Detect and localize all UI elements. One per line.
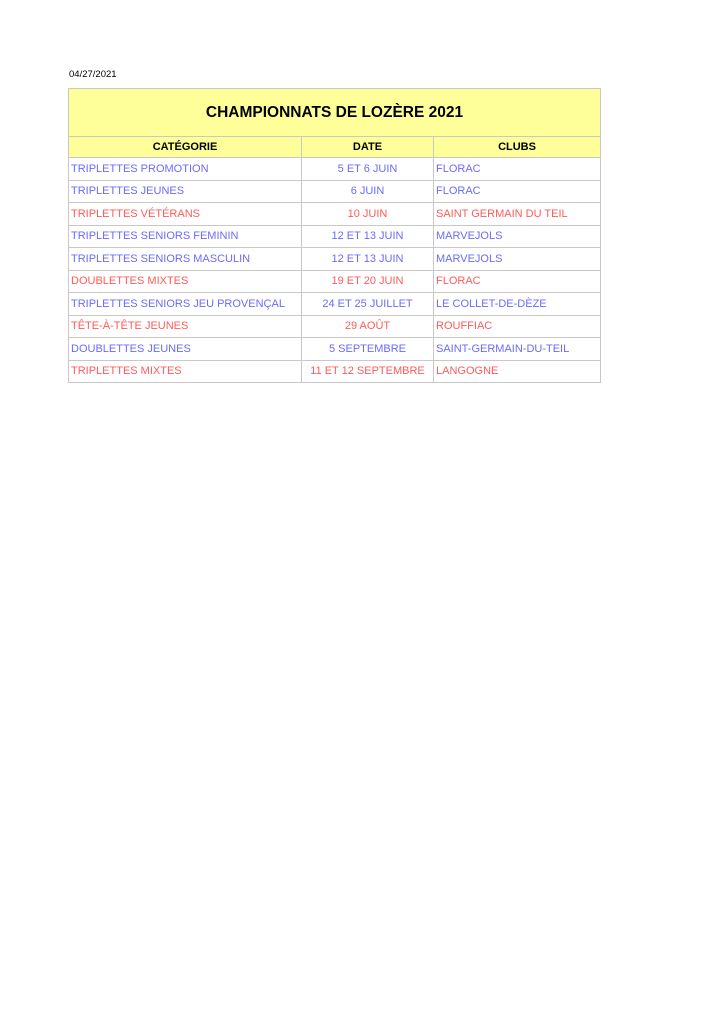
cell-date: 11 ET 12 SEPTEMBRE (302, 360, 434, 383)
table-row (69, 248, 601, 271)
table-row (69, 203, 601, 226)
cell-date: 19 ET 20 JUIN (302, 270, 434, 293)
print-date: 04/27/2021 (69, 69, 117, 80)
championship-table (68, 88, 601, 383)
cell-date: 29 AOÛT (302, 315, 434, 338)
table-row (69, 158, 601, 181)
cell-club: FLORAC (434, 158, 601, 181)
cell-category: TRIPLETTES MIXTES (69, 360, 302, 383)
column-header-category: CATÉGORIE (69, 137, 302, 158)
cell-club: SAINT GERMAIN DU TEIL (434, 203, 601, 226)
table-row (69, 180, 601, 203)
table-row (69, 360, 601, 383)
cell-date: 24 ET 25 JUILLET (302, 293, 434, 316)
cell-club: MARVEJOLS (434, 225, 601, 248)
cell-category: TÊTE-À-TÊTE JEUNES (69, 315, 302, 338)
table-row (69, 225, 601, 248)
cell-club: MARVEJOLS (434, 248, 601, 271)
column-header-clubs: CLUBS (434, 137, 601, 158)
cell-date: 12 ET 13 JUIN (302, 225, 434, 248)
title-row (69, 89, 601, 137)
page-title: CHAMPIONNATS DE LOZÈRE 2021 (69, 89, 601, 137)
cell-category: TRIPLETTES SENIORS FEMININ (69, 225, 302, 248)
cell-club: SAINT-GERMAIN-DU-TEIL (434, 338, 601, 361)
cell-date: 12 ET 13 JUIN (302, 248, 434, 271)
table-row (69, 315, 601, 338)
cell-category: TRIPLETTES SENIORS MASCULIN (69, 248, 302, 271)
cell-date: 10 JUIN (302, 203, 434, 226)
column-header-date: DATE (302, 137, 434, 158)
cell-category: TRIPLETTES PROMOTION (69, 158, 302, 181)
table-row (69, 338, 601, 361)
cell-category: DOUBLETTES JEUNES (69, 338, 302, 361)
cell-date: 5 SEPTEMBRE (302, 338, 434, 361)
cell-club: LE COLLET-DE-DÈZE (434, 293, 601, 316)
cell-club: ROUFFIAC (434, 315, 601, 338)
cell-date: 5 ET 6 JUIN (302, 158, 434, 181)
cell-club: FLORAC (434, 180, 601, 203)
table-row (69, 293, 601, 316)
cell-club: FLORAC (434, 270, 601, 293)
cell-category: TRIPLETTES VÉTÉRANS (69, 203, 302, 226)
cell-club: LANGOGNE (434, 360, 601, 383)
cell-category: TRIPLETTES SENIORS JEU PROVENÇAL (69, 293, 302, 316)
header-row (69, 137, 601, 158)
cell-category: TRIPLETTES JEUNES (69, 180, 302, 203)
table-row (69, 270, 601, 293)
cell-date: 6 JUIN (302, 180, 434, 203)
cell-category: DOUBLETTES MIXTES (69, 270, 302, 293)
